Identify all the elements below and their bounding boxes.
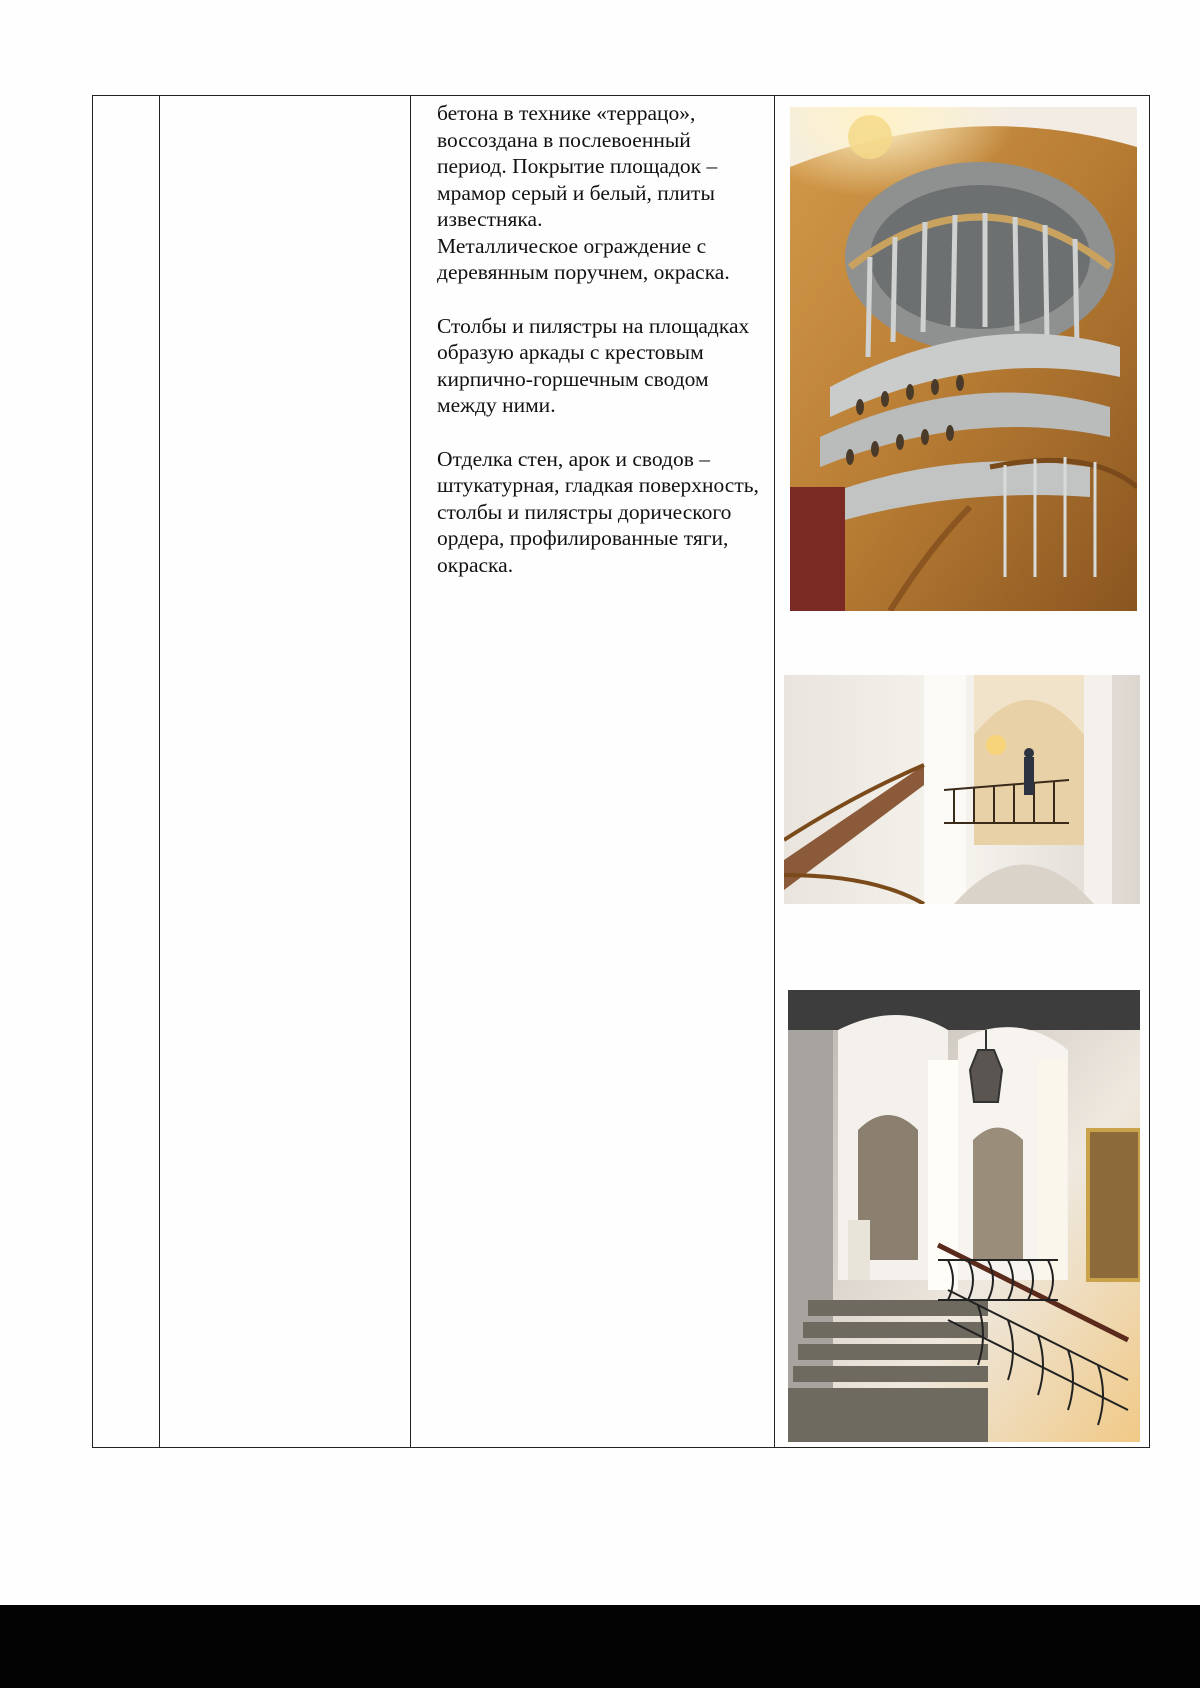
stair-landing-photo: [784, 675, 1140, 904]
stair-landing-illustration: [784, 675, 1140, 904]
paragraph-2: Металлическое ограждение с деревянным поручнем, окраска.: [437, 233, 730, 284]
paragraph-4: Отделка стен, арок и сводов – штукатурная, гладкая поверхность, столбы и пилястры дорического ордера, профилированные тяги, окраска.: [437, 446, 759, 577]
spiral-staircase-illustration: [790, 107, 1137, 611]
spiral-staircase-photo: [790, 107, 1137, 611]
staircase-arcade-photo: [788, 990, 1140, 1442]
paragraph-1: бетона в технике «террацо», воссоздана в послевоенный период. Покрытие площадок – мрамор серый и белый, плиты известняка.: [437, 101, 718, 231]
description-cell: [425, 96, 773, 605]
staircase-arcade-illustration: [788, 990, 1140, 1442]
column-divider-1: [159, 96, 160, 1447]
column-divider-2: [410, 96, 411, 1447]
scan-border-strip: [0, 1605, 1200, 1688]
paragraph-3: Столбы и пилястры на площадках образую аркады с крестовым кирпично-горшечным сводом между ними.: [437, 313, 750, 417]
column-divider-3: [774, 96, 775, 1447]
